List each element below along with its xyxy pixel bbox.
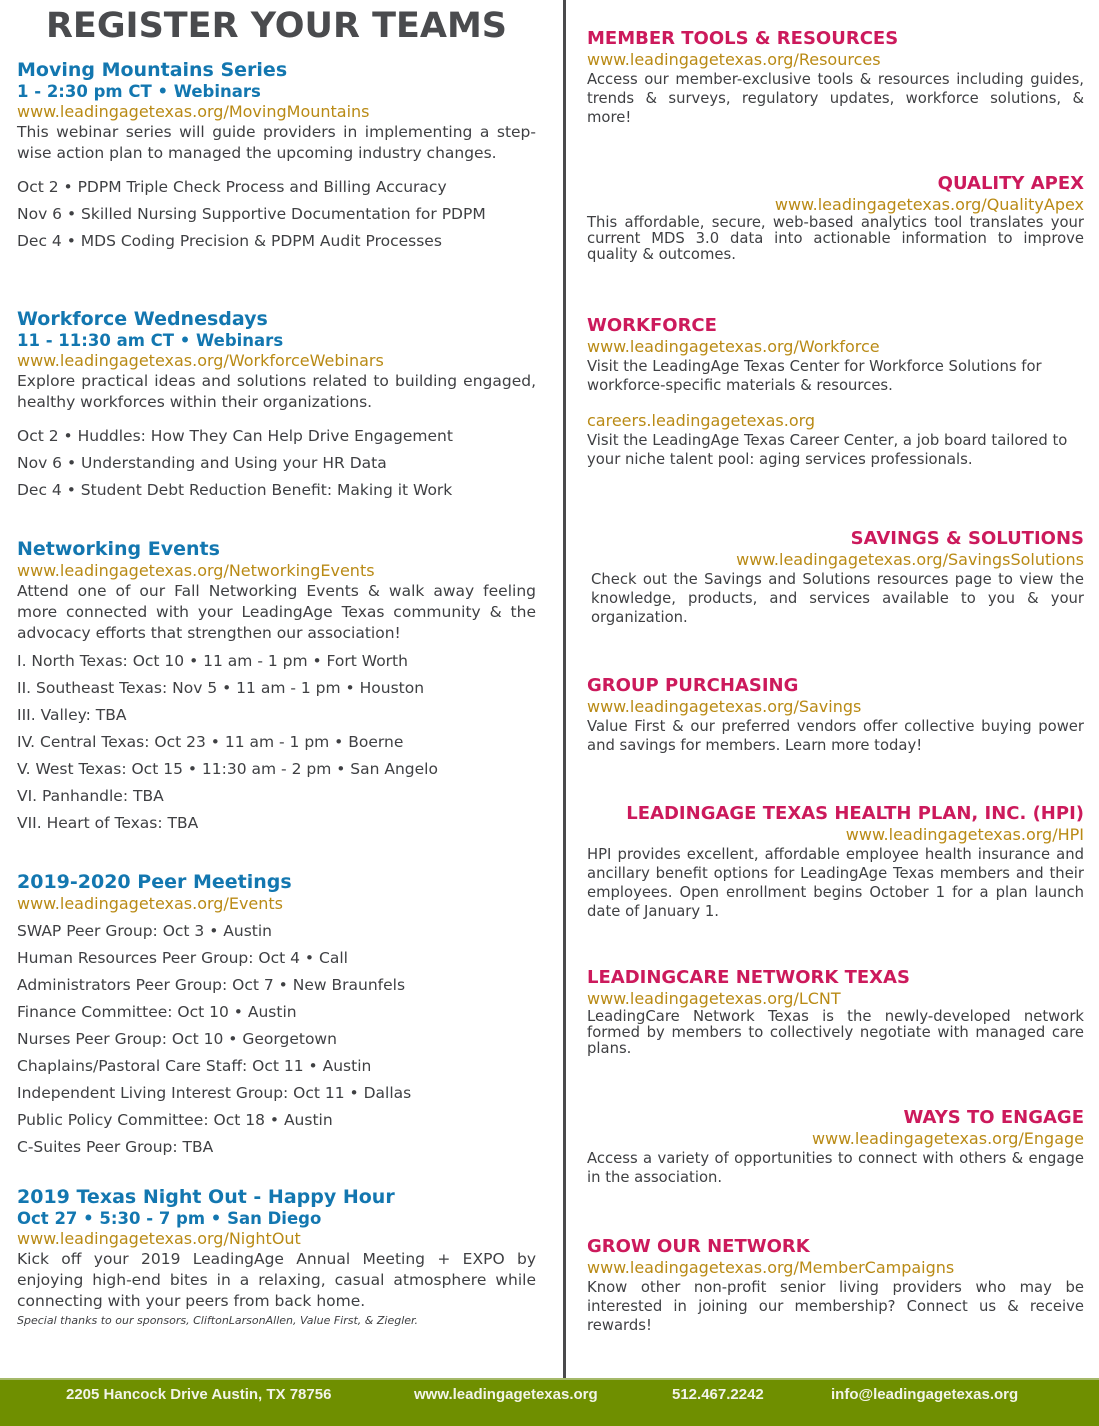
list-item: III. Valley: TBA xyxy=(17,706,127,724)
list-item: SWAP Peer Group: Oct 3 • Austin xyxy=(17,922,272,940)
section-heading: Workforce Wednesdays xyxy=(17,308,268,330)
section-description: This affordable, secure, web-based analytics tool translates your current MDS 3.0 data into actionable information to improve quality & outcomes. xyxy=(587,214,1084,263)
meeting-list xyxy=(17,918,536,1161)
list-item: Dec 4 • MDS Coding Precision & PDPM Audit Processes xyxy=(17,232,442,250)
section-heading: LEADINGCARE NETWORK TEXAS xyxy=(587,967,910,988)
footer-email-link[interactable]: info@leadingagetexas.org xyxy=(831,1386,1019,1403)
section-description: Explore practical ideas and solutions related to building engaged, healthy workforces within their organizations. xyxy=(17,372,536,411)
list-item: V. West Texas: Oct 15 • 11:30 am - 2 pm • San Angelo xyxy=(17,760,438,778)
section-link[interactable]: www.leadingagetexas.org/Engage xyxy=(811,1129,1084,1148)
section-link[interactable]: www.leadingagetexas.org/NightOut xyxy=(17,1229,301,1248)
section-heading: QUALITY APEX xyxy=(937,173,1084,194)
section-subheading: Oct 27 • 5:30 - 7 pm • San Diego xyxy=(17,1209,322,1228)
page-title: REGISTER YOUR TEAMS xyxy=(45,6,508,46)
section-heading: WORKFORCE xyxy=(587,315,717,336)
section-heading: GROUP PURCHASING xyxy=(587,675,799,696)
section-link[interactable]: www.leadingagetexas.org/WorkforceWebinars xyxy=(17,351,384,370)
workforce-wednesdays-section xyxy=(17,307,536,504)
list-item: VI. Panhandle: TBA xyxy=(17,787,164,805)
sponsor-thanks: Special thanks to our sponsors, CliftonLarsonAllen, Value First, & Ziegler. xyxy=(17,1314,419,1327)
list-item: II. Southeast Texas: Nov 5 • 11 am - 1 pm • Houston xyxy=(17,679,425,697)
list-item: Dec 4 • Student Debt Reduction Benefit: Making it Work xyxy=(17,481,453,499)
lcnt-section xyxy=(587,967,1084,1057)
section-heading: Networking Events xyxy=(17,538,220,560)
section-description: Access our member-exclusive tools & resources including guides, trends & surveys, regulatory updates, workforce solutions, & more! xyxy=(587,71,1084,126)
savings-section xyxy=(587,528,1084,627)
footer-phone[interactable]: 512.467.2242 xyxy=(672,1386,764,1403)
list-item: Independent Living Interest Group: Oct 11 • Dallas xyxy=(17,1084,412,1102)
section-link[interactable]: www.leadingagetexas.org/SavingsSolutions xyxy=(736,550,1084,569)
footer-bar xyxy=(0,1378,1099,1426)
list-item: C-Suites Peer Group: TBA xyxy=(17,1138,214,1156)
list-item: Oct 2 • Huddles: How They Can Help Drive Engagement xyxy=(17,427,453,445)
list-item: Nov 6 • Skilled Nursing Supportive Documentation for PDPM xyxy=(17,205,486,223)
section-heading: WAYS TO ENGAGE xyxy=(903,1107,1084,1128)
group-purchasing-section xyxy=(587,675,1084,755)
column-divider xyxy=(563,0,566,1378)
list-item: Chaplains/Pastoral Care Staff: Oct 11 • Austin xyxy=(17,1057,372,1075)
section-heading: Moving Mountains Series xyxy=(17,59,288,81)
night-out-section xyxy=(17,1185,536,1338)
section-heading: GROW OUR NETWORK xyxy=(587,1236,810,1257)
peer-meetings-section xyxy=(17,870,536,1161)
section-description: Attend one of our Fall Networking Events & walk away feeling more connected with your LeadingAge Texas community & the advocacy efforts that strengthen our association! xyxy=(17,582,536,642)
section-link[interactable]: www.leadingagetexas.org/MovingMountains xyxy=(17,102,370,121)
footer-address: 2205 Hancock Drive Austin, TX 78756 xyxy=(66,1386,332,1403)
section-heading: SAVINGS & SOLUTIONS xyxy=(850,528,1084,549)
list-item: VII. Heart of Texas: TBA xyxy=(17,814,199,832)
footer-website-link[interactable]: www.leadingagetexas.org xyxy=(414,1386,598,1403)
workforce-section xyxy=(587,315,1084,469)
section-heading: 2019-2020 Peer Meetings xyxy=(17,871,292,893)
moving-mountains-section xyxy=(17,58,536,255)
list-item: Nov 6 • Understanding and Using your HR Data xyxy=(17,454,387,472)
section-description: Visit the LeadingAge Texas Center for Workforce Solutions for workforce-specific materials & resources. xyxy=(587,358,1042,394)
grow-network-section xyxy=(587,1236,1084,1335)
member-tools-section xyxy=(587,28,1084,127)
section-description: Access a variety of opportunities to connect with others & engage in the association. xyxy=(587,1150,1084,1186)
section-link[interactable]: www.leadingagetexas.org/MemberCampaigns xyxy=(587,1258,955,1277)
section-description: This webinar series will guide providers in implementing a step-wise action plan to managed the upcoming industry changes. xyxy=(17,123,536,162)
list-item: Human Resources Peer Group: Oct 4 • Call xyxy=(17,949,348,967)
section-link[interactable]: www.leadingagetexas.org/LCNT xyxy=(587,989,841,1008)
section-heading: LEADINGAGE TEXAS HEALTH PLAN, INC. (HPI) xyxy=(626,803,1084,824)
section-description: Know other non-profit senior living providers who may be interested in joining our membership? Connect us & receive rewards! xyxy=(587,1279,1084,1334)
left-column xyxy=(17,0,536,1327)
section-subheading: 11 - 11:30 am CT • Webinars xyxy=(17,331,284,350)
section-link[interactable]: www.leadingagetexas.org/Savings xyxy=(587,697,862,716)
list-item: Administrators Peer Group: Oct 7 • New Braunfels xyxy=(17,976,406,994)
section-heading: MEMBER TOOLS & RESOURCES xyxy=(587,28,899,49)
section-subheading: 1 - 2:30 pm CT • Webinars xyxy=(17,82,261,101)
section-description: Value First & our preferred vendors offer collective buying power and savings for members. Learn more today! xyxy=(587,718,1084,754)
section-heading: 2019 Texas Night Out - Happy Hour xyxy=(17,1186,395,1208)
list-item: Nurses Peer Group: Oct 10 • Georgetown xyxy=(17,1030,337,1048)
section-description: Check out the Savings and Solutions resources page to view the knowledge, products, and services available to you & your organization. xyxy=(591,571,1084,626)
webinar-list xyxy=(17,423,536,504)
list-item: Oct 2 • PDPM Triple Check Process and Billing Accuracy xyxy=(17,178,447,196)
hpi-section xyxy=(587,803,1084,921)
section-link[interactable]: www.leadingagetexas.org/Workforce xyxy=(587,337,880,356)
section-link[interactable]: www.leadingagetexas.org/Events xyxy=(17,894,284,913)
section-link[interactable]: www.leadingagetexas.org/Resources xyxy=(587,50,881,69)
event-list xyxy=(17,648,536,837)
careers-description: Visit the LeadingAge Texas Career Center, a job board tailored to your niche talent pool: aging services professionals. xyxy=(587,432,1068,468)
list-item: Public Policy Committee: Oct 18 • Austin xyxy=(17,1111,333,1129)
ways-to-engage-section xyxy=(587,1107,1084,1187)
list-item: IV. Central Texas: Oct 23 • 11 am - 1 pm • Boerne xyxy=(17,733,404,751)
section-link[interactable]: www.leadingagetexas.org/QualityApex xyxy=(774,195,1084,214)
list-item: Finance Committee: Oct 10 • Austin xyxy=(17,1003,297,1021)
section-description: Kick off your 2019 LeadingAge Annual Meeting + EXPO by enjoying high-end bites in a relaxing, casual atmosphere while connecting with your peers from back home. xyxy=(17,1250,536,1310)
section-description: HPI provides excellent, affordable employee health insurance and ancillary benefit options for LeadingAge Texas members and their employees. Open enrollment begins October 1 for a plan launch date of January 1. xyxy=(587,846,1084,920)
section-link[interactable]: www.leadingagetexas.org/HPI xyxy=(845,825,1084,844)
quality-apex-section xyxy=(587,173,1084,263)
webinar-list xyxy=(17,174,536,255)
list-item: I. North Texas: Oct 10 • 11 am - 1 pm • Fort Worth xyxy=(17,652,408,670)
networking-events-section xyxy=(17,537,536,837)
section-link[interactable]: www.leadingagetexas.org/NetworkingEvents xyxy=(17,561,375,580)
section-description: LeadingCare Network Texas is the newly-developed network formed by members to collectively negotiate with managed care plans. xyxy=(587,1008,1084,1057)
careers-link[interactable]: careers.leadingagetexas.org xyxy=(587,411,816,430)
